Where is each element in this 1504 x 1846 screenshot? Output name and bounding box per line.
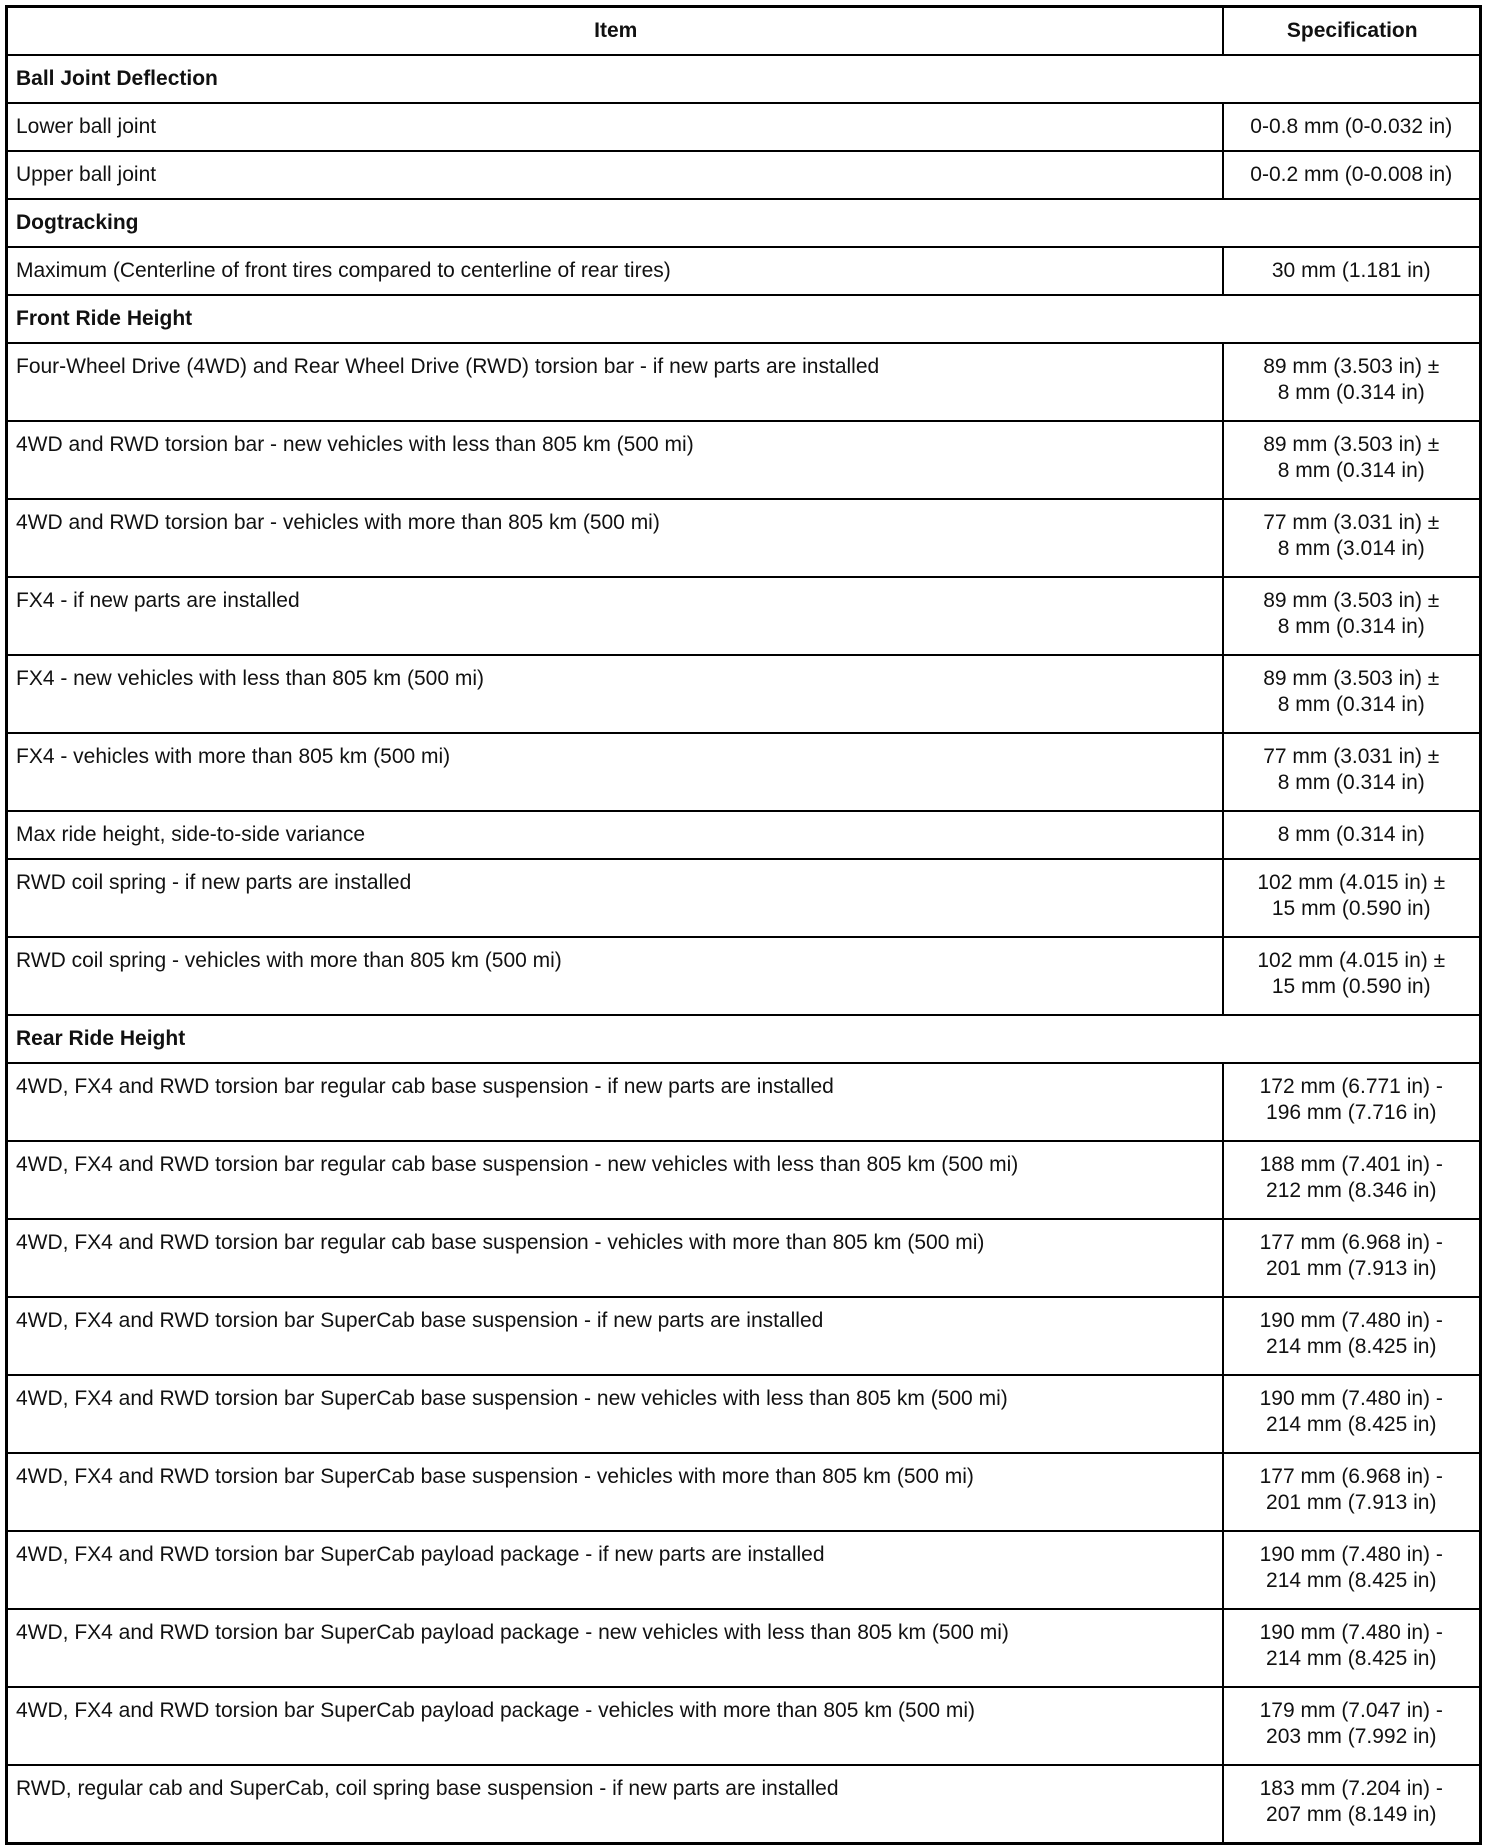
spec-line: 201 mm (7.913 in) (1266, 1257, 1437, 1280)
spec-cell (1223, 1453, 1481, 1531)
spec-line: 179 mm (7.047 in) - (1259, 1699, 1443, 1722)
item-cell: Upper ball joint (7, 151, 1223, 199)
spec-cell (1223, 655, 1481, 733)
spec-cell (1223, 1609, 1481, 1687)
spec-line: 8 mm (0.314 in) (1277, 381, 1425, 404)
item-cell: 4WD, FX4 and RWD torsion bar SuperCab base suspension - vehicles with more than 805 km (500 mi) (7, 1453, 1223, 1531)
table-row (7, 1219, 1481, 1297)
spec-line: 214 mm (8.425 in) (1266, 1335, 1437, 1358)
spec-line: 89 mm (3.503 in) ± (1263, 433, 1440, 456)
spec-cell (1223, 811, 1481, 859)
spec-line: 196 mm (7.716 in) (1266, 1101, 1437, 1124)
table-row (7, 1141, 1481, 1219)
spec-line: 214 mm (8.425 in) (1266, 1647, 1437, 1670)
table-row (7, 1531, 1481, 1609)
item-cell: 4WD, FX4 and RWD torsion bar regular cab base suspension - new vehicles with less than 805 km (500 mi) (7, 1141, 1223, 1219)
spec-cell (1223, 1687, 1481, 1765)
item-cell: Lower ball joint (7, 103, 1223, 151)
spec-line: 77 mm (3.031 in) ± (1263, 745, 1440, 768)
spec-line: 8 mm (0.314 in) (1277, 459, 1425, 482)
spec-line: 8 mm (0.314 in) (1277, 771, 1425, 794)
item-cell: FX4 - new vehicles with less than 805 km (500 mi) (7, 655, 1223, 733)
spec-line: 203 mm (7.992 in) (1266, 1725, 1437, 1748)
section-header-row (7, 1015, 1481, 1063)
table-header-row (7, 7, 1481, 56)
item-cell: 4WD, FX4 and RWD torsion bar SuperCab payload package - vehicles with more than 805 km (500 mi) (7, 1687, 1223, 1765)
item-cell: Four-Wheel Drive (4WD) and Rear Wheel Drive (RWD) torsion bar - if new parts are installed (7, 343, 1223, 421)
section-header-row (7, 295, 1481, 343)
spec-line: 8 mm (3.014 in) (1277, 537, 1425, 560)
spec-line: 102 mm (4.015 in) ± (1257, 871, 1446, 894)
spec-line: 30 mm (1.181 in) (1271, 259, 1431, 282)
table-row (7, 1297, 1481, 1375)
item-cell: FX4 - vehicles with more than 805 km (500 mi) (7, 733, 1223, 811)
section-title-dogtracking: Dogtracking (7, 199, 1481, 247)
table-row (7, 1687, 1481, 1765)
spec-line: 201 mm (7.913 in) (1266, 1491, 1437, 1514)
spec-line: 0-0.2 mm (0-0.008 in) (1250, 163, 1453, 186)
item-cell: 4WD, FX4 and RWD torsion bar regular cab base suspension - if new parts are installed (7, 1063, 1223, 1141)
table-row (7, 811, 1481, 859)
item-cell: Maximum (Centerline of front tires compared to centerline of rear tires) (7, 247, 1223, 295)
spec-line: 15 mm (0.590 in) (1271, 975, 1431, 998)
table-row (7, 103, 1481, 151)
item-cell: RWD coil spring - if new parts are installed (7, 859, 1223, 937)
item-cell: 4WD, FX4 and RWD torsion bar SuperCab base suspension - new vehicles with less than 805 km (500 mi) (7, 1375, 1223, 1453)
table-row (7, 1765, 1481, 1843)
item-cell: Max ride height, side-to-side variance (7, 811, 1223, 859)
spec-line: 89 mm (3.503 in) ± (1263, 589, 1440, 612)
item-cell: 4WD, FX4 and RWD torsion bar regular cab base suspension - vehicles with more than 805 km (500 mi) (7, 1219, 1223, 1297)
spec-cell (1223, 859, 1481, 937)
spec-line: 8 mm (0.314 in) (1277, 823, 1425, 846)
table-row (7, 655, 1481, 733)
spec-cell (1223, 1765, 1481, 1843)
table-row (7, 1063, 1481, 1141)
spec-line: 214 mm (8.425 in) (1266, 1413, 1437, 1436)
section-header-row (7, 199, 1481, 247)
table-row (7, 577, 1481, 655)
item-cell: 4WD and RWD torsion bar - vehicles with more than 805 km (500 mi) (7, 499, 1223, 577)
section-title-front-ride-height: Front Ride Height (7, 295, 1481, 343)
item-cell: RWD, regular cab and SuperCab, coil spring base suspension - if new parts are installed (7, 1765, 1223, 1843)
spec-line: 207 mm (8.149 in) (1266, 1803, 1437, 1826)
spec-cell (1223, 151, 1481, 199)
spec-cell (1223, 103, 1481, 151)
spec-cell (1223, 937, 1481, 1015)
spec-cell (1223, 1531, 1481, 1609)
table-row (7, 937, 1481, 1015)
table-body (7, 55, 1481, 1843)
spec-cell (1223, 247, 1481, 295)
item-cell: 4WD, FX4 and RWD torsion bar SuperCab base suspension - if new parts are installed (7, 1297, 1223, 1375)
column-header-item: Item (7, 7, 1223, 56)
section-title-rear-ride-height: Rear Ride Height (7, 1015, 1481, 1063)
spec-cell (1223, 1063, 1481, 1141)
spec-cell (1223, 421, 1481, 499)
spec-cell (1223, 1375, 1481, 1453)
spec-cell (1223, 1297, 1481, 1375)
item-cell: RWD coil spring - vehicles with more than 805 km (500 mi) (7, 937, 1223, 1015)
spec-line: 172 mm (6.771 in) - (1259, 1075, 1443, 1098)
item-cell: 4WD and RWD torsion bar - new vehicles with less than 805 km (500 mi) (7, 421, 1223, 499)
spec-line: 190 mm (7.480 in) - (1259, 1543, 1443, 1566)
spec-cell (1223, 1219, 1481, 1297)
table-row (7, 1453, 1481, 1531)
spec-line: 15 mm (0.590 in) (1271, 897, 1431, 920)
spec-line: 214 mm (8.425 in) (1266, 1569, 1437, 1592)
spec-line: 190 mm (7.480 in) - (1259, 1387, 1443, 1410)
spec-line: 89 mm (3.503 in) ± (1263, 355, 1440, 378)
spec-cell (1223, 343, 1481, 421)
spec-line: 177 mm (6.968 in) - (1259, 1231, 1443, 1254)
spec-line: 177 mm (6.968 in) - (1259, 1465, 1443, 1488)
item-cell: 4WD, FX4 and RWD torsion bar SuperCab payload package - new vehicles with less than 805 km (500 mi) (7, 1609, 1223, 1687)
table-row (7, 343, 1481, 421)
spec-line: 8 mm (0.314 in) (1277, 693, 1425, 716)
spec-line: 77 mm (3.031 in) ± (1263, 511, 1440, 534)
spec-cell (1223, 733, 1481, 811)
section-title-ball-joint-deflection: Ball Joint Deflection (7, 55, 1481, 103)
spec-cell (1223, 499, 1481, 577)
spec-line: 190 mm (7.480 in) - (1259, 1621, 1443, 1644)
table-row (7, 247, 1481, 295)
spec-line: 188 mm (7.401 in) - (1259, 1153, 1443, 1176)
table-row (7, 499, 1481, 577)
table-row (7, 859, 1481, 937)
section-header-row (7, 55, 1481, 103)
spec-line: 0-0.8 mm (0-0.032 in) (1250, 115, 1453, 138)
item-cell: FX4 - if new parts are installed (7, 577, 1223, 655)
table-row (7, 1375, 1481, 1453)
table-row (7, 733, 1481, 811)
column-header-specification: Specification (1223, 7, 1481, 56)
spec-line: 89 mm (3.503 in) ± (1263, 667, 1440, 690)
spec-line: 8 mm (0.314 in) (1277, 615, 1425, 638)
spec-line: 102 mm (4.015 in) ± (1257, 949, 1446, 972)
item-cell: 4WD, FX4 and RWD torsion bar SuperCab payload package - if new parts are installed (7, 1531, 1223, 1609)
spec-line: 183 mm (7.204 in) - (1259, 1777, 1443, 1800)
table-row (7, 1609, 1481, 1687)
table-row (7, 421, 1481, 499)
specification-table (5, 5, 1482, 1845)
spec-line: 212 mm (8.346 in) (1266, 1179, 1437, 1202)
spec-line: 190 mm (7.480 in) - (1259, 1309, 1443, 1332)
spec-cell (1223, 1141, 1481, 1219)
spec-cell (1223, 577, 1481, 655)
table-row (7, 151, 1481, 199)
